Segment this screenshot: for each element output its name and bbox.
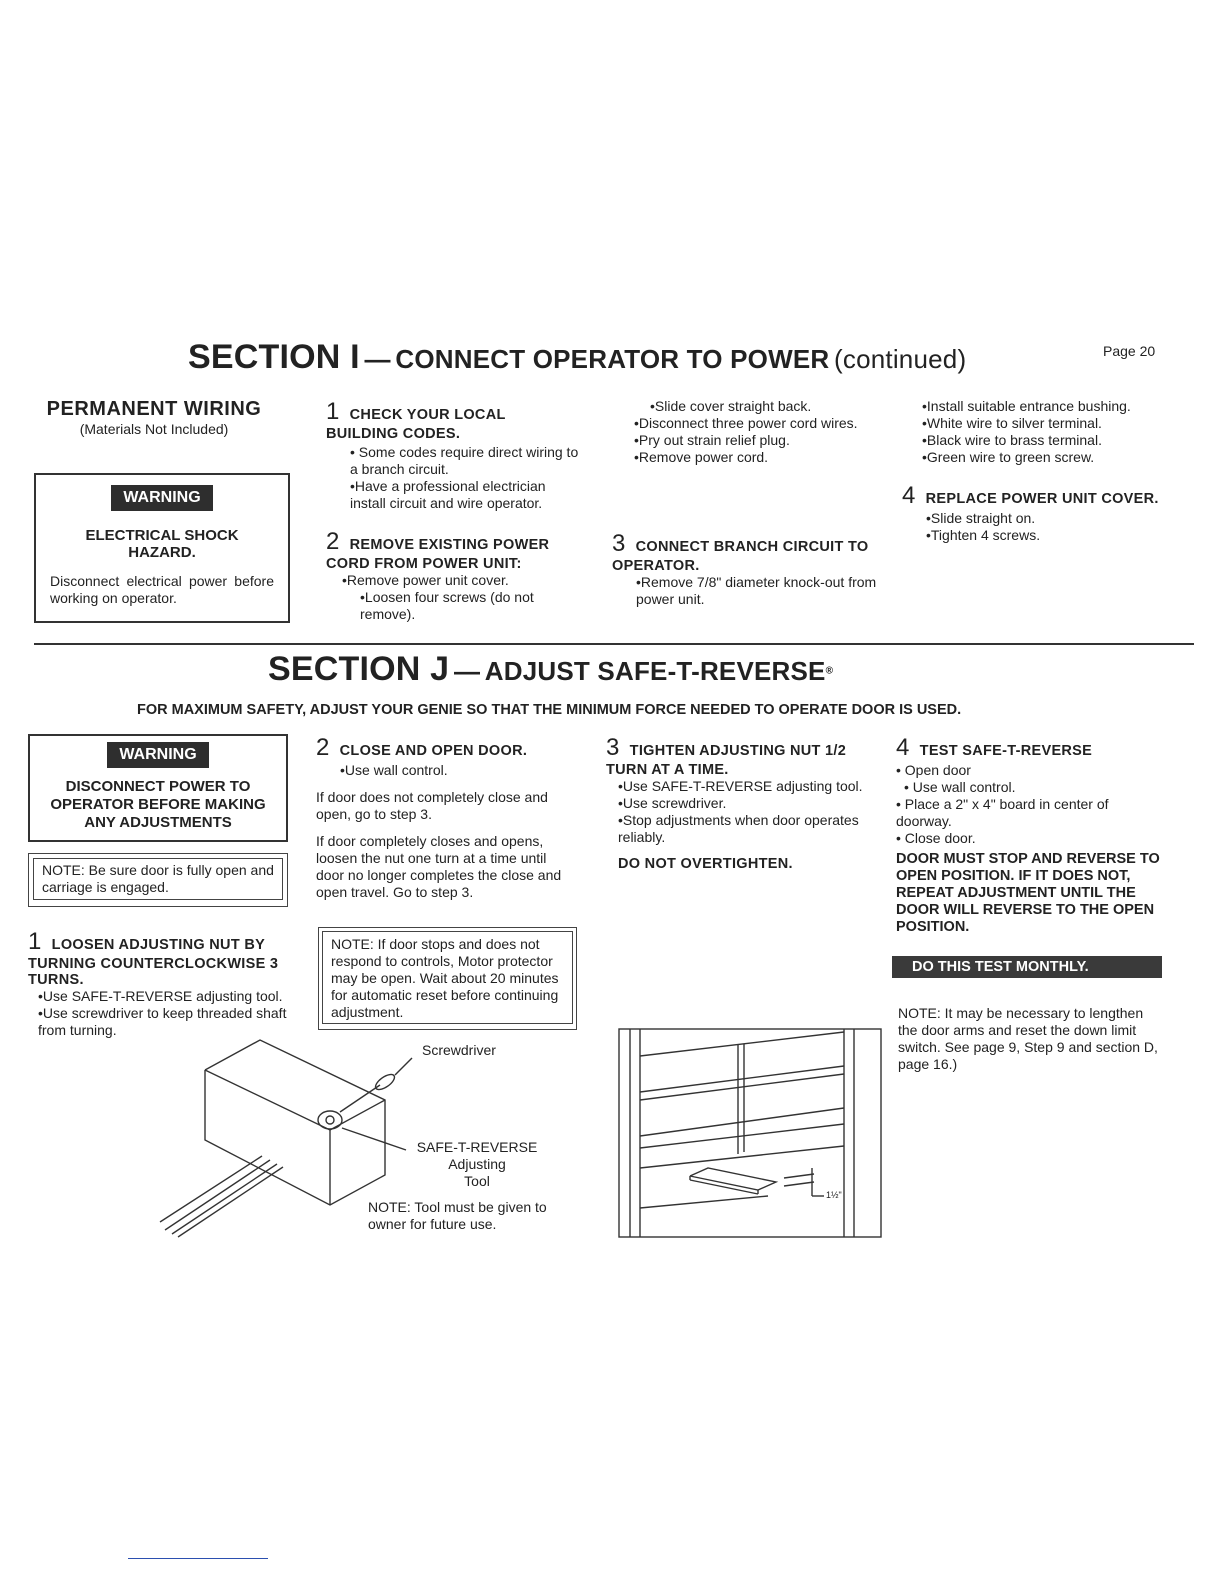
note-door-box [28,853,288,907]
section-j-prefix: SECTION J [268,650,450,688]
section-divider [34,643,1194,645]
section-i-prefix: SECTION I [188,338,360,376]
warning-body: DISCONNECT POWER TO OPERATOR BEFORE MAKING ANY ADJUSTMENTS [50,778,266,831]
permanent-wiring-title: PERMANENT WIRING [46,398,262,420]
registered-mark: ® [825,665,834,677]
section-j-dash: — [453,656,481,686]
step-heading: CLOSE AND OPEN DOOR. [339,743,528,759]
step-bullet: •Slide cover straight back. [650,398,812,414]
section-j-warning-box [28,734,288,842]
tool-label [406,1139,548,1190]
step-number: 4 [902,482,916,509]
monthly-test-banner: DO THIS TEST MONTHLY. [892,956,1162,978]
board-dimension-label: 1½" [826,1190,842,1200]
tool-label-line-1: SAFE-T-REVERSE [416,1139,538,1155]
step-bullet: •Slide straight on. [926,510,1036,526]
hazard-line-1: ELECTRICAL SHOCK [85,527,239,544]
warning-body: Disconnect electrical power before working on operator. [50,573,274,606]
hazard-line-2: HAZARD. [128,544,196,561]
section-j-title [268,650,833,689]
screwdriver-label: Screwdriver [422,1042,496,1058]
step-bullet: •Stop adjustments when door operates reliably. [618,812,859,845]
section-j-step-4 [896,734,1160,936]
step-bullet: • Some codes require direct wiring to a branch circuit. [350,444,579,477]
step-bullet: •Remove 7/8" diameter knock-out from power unit. [636,574,877,607]
step-bullet: •Use screwdriver to keep threaded shaft from turning. [38,1005,287,1038]
section-i-dash: — [364,344,391,374]
step-heading: REMOVE EXISTING POWER CORD FROM POWER UNIT: [326,537,550,572]
step-bullet: •Install suitable entrance bushing. [922,398,1131,414]
step-bullet: • Use wall control. [904,779,1016,795]
arm-length-note: NOTE: It may be necessary to lengthen the door arms and reset the down limit switch. See page 9, Step 9 and section D, page 16.) [898,1005,1158,1072]
section-i-step-2 [326,528,582,623]
step-number: 4 [896,734,910,761]
warning-label: WARNING [107,742,208,768]
section-i-warning-box [34,473,290,623]
step-bullet: •Remove power cord. [634,449,769,465]
step-bullet: • Open door [896,762,971,778]
section-j-step-3 [606,734,882,872]
step-number: 1 [28,928,42,955]
section-i-step-3 [612,530,884,608]
step-number: 2 [316,734,330,761]
step-paragraph: If door completely closes and opens, loosen the nut one turn at a time until door no longer completes the close and open travel. Go to step 3. [316,833,562,900]
step-bullet: •Black wire to brass terminal. [922,432,1102,448]
step-heading: TEST SAFE-T-REVERSE [919,743,1093,759]
door-illustration [618,1028,882,1240]
step-bullet: •Disconnect three power cord wires. [634,415,858,431]
step-number: 3 [612,530,626,557]
step-heading: CHECK YOUR LOCAL BUILDING CODES. [326,407,506,442]
step-bullet: •Use SAFE-T-REVERSE adjusting tool. [618,778,863,794]
section-i-suffix: (continued) [834,344,967,374]
page-number: Page 20 [1103,343,1156,359]
step-number: 2 [326,528,340,555]
warning-label: WARNING [111,485,212,511]
motor-note-text: NOTE: If door stops and does not respond to controls, Motor protector may be open. Wait about 20 minutes for automatic reset before continuing adjustment. [322,931,573,1024]
section-i-title [188,338,966,377]
caution-text: DO NOT OVERTIGHTEN. [618,856,793,872]
footer-rule [128,1558,268,1559]
tool-owner-note: NOTE: Tool must be given to owner for future use. [368,1199,547,1232]
step-bullet: • Close door. [896,830,976,846]
tool-label-line-3: Tool [464,1173,490,1189]
section-i-main: CONNECT OPERATOR TO POWER [395,344,830,374]
step-bullet: •Use screwdriver. [618,795,727,811]
step-bullet: •Green wire to green screw. [922,449,1095,465]
step-heading: REPLACE POWER UNIT COVER. [925,491,1159,507]
step-bullet: •Pry out strain relief plug. [634,432,790,448]
permanent-wiring-header [34,398,274,438]
section-i-step-2-continued [634,398,890,466]
reverse-warning-text: DOOR MUST STOP AND REVERSE TO OPEN POSITION. IF IT DOES NOT, REPEAT ADJUSTMENT UNTIL THE DOOR WILL REVERSE TO THE OPEN POSITION. [896,851,1160,935]
step-heading: LOOSEN ADJUSTING NUT BY TURNING COUNTERCLOCKWISE 3 TURNS. [28,937,279,988]
step-bullet: •Have a professional electrician install circuit and wire operator. [350,478,546,511]
step-bullet: • Place a 2" x 4" board in center of doorway. [896,796,1109,829]
step-bullet: •Use SAFE-T-REVERSE adjusting tool. [38,988,283,1004]
step-heading: CONNECT BRANCH CIRCUIT TO OPERATOR. [612,539,869,574]
step-bullet: •Loosen four screws (do not remove). [360,589,534,622]
section-j-main: ADJUST SAFE-T-REVERSE [484,656,826,686]
step-heading: TIGHTEN ADJUSTING NUT 1/2 TURN AT A TIME. [606,743,847,778]
step-paragraph: If door does not completely close and open, go to step 3. [316,789,548,822]
step-bullet: •White wire to silver terminal. [922,415,1102,431]
tool-label-line-2: Adjusting [448,1156,506,1172]
section-i-step-3-continued [922,398,1182,466]
section-i-step-4 [902,482,1192,544]
section-j-step-1 [28,928,304,1039]
permanent-wiring-subtitle: (Materials Not Included) [79,421,229,437]
step-bullet: •Tighten 4 screws. [926,527,1041,543]
section-j-step-2 [316,734,578,901]
step-number: 3 [606,734,620,761]
step-bullet: •Remove power unit cover. [342,572,509,588]
step-bullet: •Use wall control. [340,762,448,778]
note-door-text: NOTE: Be sure door is fully open and carriage is engaged. [33,858,283,900]
section-i-step-1 [326,398,582,512]
step-number: 1 [326,398,340,425]
motor-note-box [318,927,577,1030]
section-j-subtitle: FOR MAXIMUM SAFETY, ADJUST YOUR GENIE SO THAT THE MINIMUM FORCE NEEDED TO OPERATE DOOR IS USED. [137,702,962,718]
